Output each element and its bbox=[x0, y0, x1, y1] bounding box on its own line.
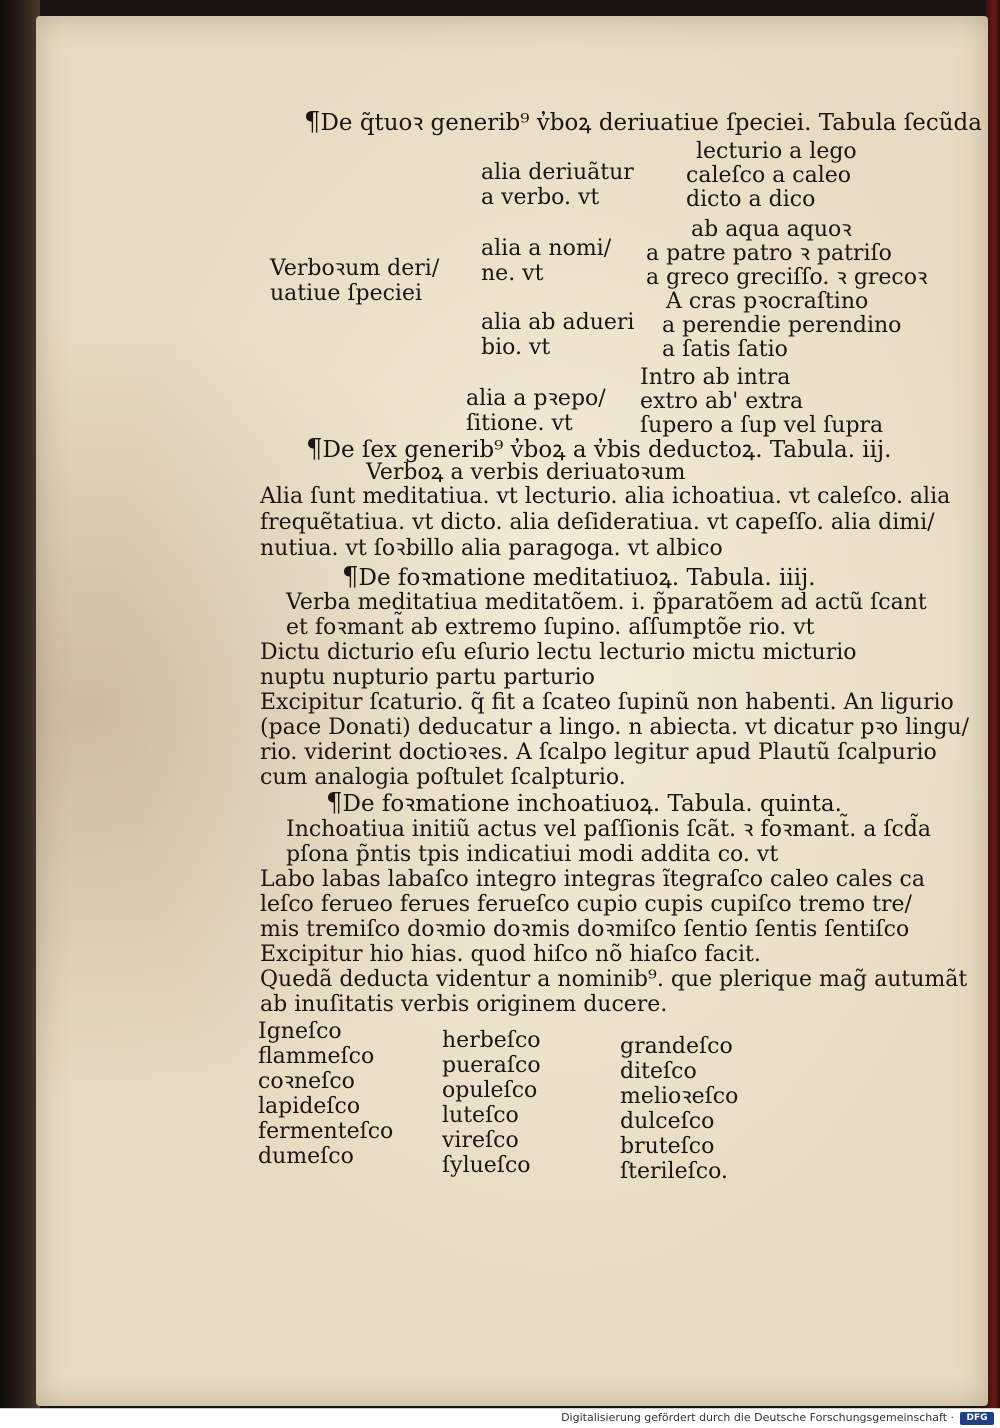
example-adverbio-2: a perendie perendino bbox=[662, 313, 902, 338]
tabula-5-line-8: ab inuſitatis verbis originem ducere. bbox=[260, 992, 668, 1017]
example-prepositione-1: Intro ab intra bbox=[640, 365, 791, 390]
branch-prepositione-line-2: ſitione. vt bbox=[466, 411, 573, 436]
heading-tabula-5: ¶De foꝛmatione inchoatiuoꝝ. Tabula. quinta. bbox=[326, 788, 842, 818]
branch-verbo-line-2: a verbo. vt bbox=[481, 185, 600, 210]
tree-root-line-1: Verboꝛum deri/ bbox=[270, 256, 440, 281]
word-col3-5: bruteſco bbox=[620, 1134, 715, 1159]
example-nomine-1: ab aqua aquoꝛ bbox=[691, 217, 852, 242]
tabula-4-line-6: (pace Donati) deducatur a lingo. n abiecta. vt dicatur pꝛo lingu/ bbox=[260, 715, 970, 740]
pilcrow-icon: ¶ bbox=[342, 562, 359, 592]
example-adverbio-1: A cras pꝛocraſtino bbox=[666, 289, 869, 314]
branch-nomine-line-2: ne. vt bbox=[481, 261, 544, 286]
word-col3-1: grandeſco bbox=[620, 1034, 733, 1059]
tabula-3-line-1: Alia ſunt meditatiua. vt lecturio. alia ichoatiua. vt caleſco. alia bbox=[260, 484, 951, 509]
tabula-3-line-3: nutiua. vt ſoꝛbillo alia paragoga. vt albico bbox=[260, 536, 723, 561]
word-col2-2: pueraſco bbox=[442, 1053, 541, 1078]
footer-bar bbox=[0, 1408, 1000, 1428]
tabula-4-line-3: Dictu dicturio eſu eſurio lectu lecturio mictu micturio bbox=[260, 640, 857, 665]
branch-prepositione-line-1: alia a pꝛepo/ bbox=[466, 386, 606, 411]
footer-credit: Digitalisierung gefördert durch die Deutsche Forschungsgemeinschaft · bbox=[561, 1411, 954, 1424]
tabula-4-line-1: Verba meditatiua meditatõem. i. p̃paratõem ad actũ ſcant bbox=[286, 590, 927, 615]
example-prepositione-3: ſupero a ſup vel ſupra bbox=[640, 413, 884, 438]
word-col1-1: Igneſco bbox=[258, 1019, 342, 1044]
pilcrow-icon: ¶ bbox=[304, 107, 321, 137]
tabula-5-line-5: mis tremiſco doꝛmio doꝛmis doꝛmiſco ſentio ſentis ſentiſco bbox=[260, 917, 910, 942]
tabula-3-line-2: frequẽtatiua. vt dicto. alia deſideratiua. vt capeſſo. alia dimi/ bbox=[260, 510, 935, 535]
branch-verbo-line-1: alia deriuãtur bbox=[481, 160, 634, 185]
example-verbo-2: caleſco a caleo bbox=[686, 163, 852, 188]
word-col2-3: opuleſco bbox=[442, 1078, 538, 1103]
pilcrow-icon: ¶ bbox=[326, 788, 343, 818]
heading-tabula-4: ¶De foꝛmatione meditatiuoꝝ. Tabula. iiij. bbox=[342, 562, 816, 592]
word-col2-4: luteſco bbox=[442, 1103, 519, 1128]
example-prepositione-2: extro ab' extra bbox=[640, 389, 804, 414]
word-col2-1: herbeſco bbox=[442, 1028, 541, 1053]
tabula-5-line-4: leſco ferueo ferues ferueſco cupio cupis cupiſco tremo tre/ bbox=[260, 892, 912, 917]
tabula-4-line-2: et foꝛmant̃ ab extremo ſupino. aſſumptõe rio. vt bbox=[286, 615, 815, 640]
heading-tabula-3: ¶De ſex generib⁹ v̓boꝝ a v̓bis deductoꝝ. Tabula. iij. bbox=[306, 434, 892, 464]
tabula-5-line-7: Quedã deducta videntur a nominib⁹. que plerique mag̃ autumãt bbox=[260, 967, 968, 992]
word-col3-4: dulceſco bbox=[620, 1109, 715, 1134]
subheading-tabula-3: Verboꝝ a verbis deriuatoꝛum bbox=[366, 460, 686, 485]
example-adverbio-3: a ſatis ſatio bbox=[662, 337, 788, 362]
tabula-5-line-2: pſona p̃ntis tpis indicatiui modi addita co. vt bbox=[286, 842, 779, 867]
pilcrow-icon: ¶ bbox=[306, 434, 323, 464]
branch-adverbio-line-1: alia ab adueri bbox=[481, 310, 635, 335]
tabula-5-line-3: Labo labas labaſco integro integras ĩtegraſco caleo cales ca bbox=[260, 867, 925, 892]
tabula-4-line-7: rio. viderint doctioꝛes. A ſcalpo legitur apud Plautũ ſcalpurio bbox=[260, 740, 937, 765]
tabula-4-line-4: nuptu nupturio partu parturio bbox=[260, 665, 595, 690]
example-verbo-3: dicto a dico bbox=[686, 187, 816, 212]
tabula-4-line-5: Excipitur ſcaturio. q̃ fit a ſcateo ſupinũ non habenti. An ligurio bbox=[260, 690, 954, 715]
word-col2-5: vireſco bbox=[442, 1128, 519, 1153]
tabula-4-line-8: cum analogia poſtulet ſcalpturio. bbox=[260, 765, 626, 790]
word-col3-3: melioꝛeſco bbox=[620, 1084, 739, 1109]
word-col1-2: flammeſco bbox=[258, 1044, 375, 1069]
word-col3-2: diteſco bbox=[620, 1059, 697, 1084]
example-nomine-3: a greco greciſſo. ꝛ grecoꝛ bbox=[646, 265, 928, 290]
tabula-5-line-6: Excipitur hio hias. quod hiſco nõ hiaſco facit. bbox=[260, 942, 761, 967]
branch-adverbio-line-2: bio. vt bbox=[481, 335, 551, 360]
word-col1-5: fermenteſco bbox=[258, 1119, 394, 1144]
book-binding-left bbox=[0, 0, 40, 1408]
example-verbo-1: lecturio a lego bbox=[696, 139, 857, 164]
tabula-5-line-1: Inchoatiua initiũ actus vel paſſionis ſcãt. ꝛ foꝛmant̃. a ſcd̃a bbox=[286, 817, 931, 842]
word-col1-4: lapideſco bbox=[258, 1094, 361, 1119]
word-col1-3: coꝛneſco bbox=[258, 1069, 355, 1094]
example-nomine-2: a patre patro ꝛ patriſo bbox=[646, 241, 892, 266]
word-col2-6: ſylueſco bbox=[442, 1153, 531, 1178]
word-col1-6: dumeſco bbox=[258, 1144, 354, 1169]
word-col3-6: ſterileſco. bbox=[620, 1159, 728, 1184]
heading-tabula-2: ¶De q̃tuoꝛ generib⁹ v̓boꝝ deriuatiue ſpeciei. Tabula ſecũda bbox=[304, 107, 982, 137]
book-binding-right bbox=[986, 0, 1000, 1408]
dfg-logo-icon: DFG bbox=[960, 1412, 994, 1425]
tree-root-line-2: uatiue ſpeciei bbox=[270, 281, 423, 306]
book-page bbox=[36, 16, 988, 1406]
branch-nomine-line-1: alia a nomi/ bbox=[481, 236, 612, 261]
